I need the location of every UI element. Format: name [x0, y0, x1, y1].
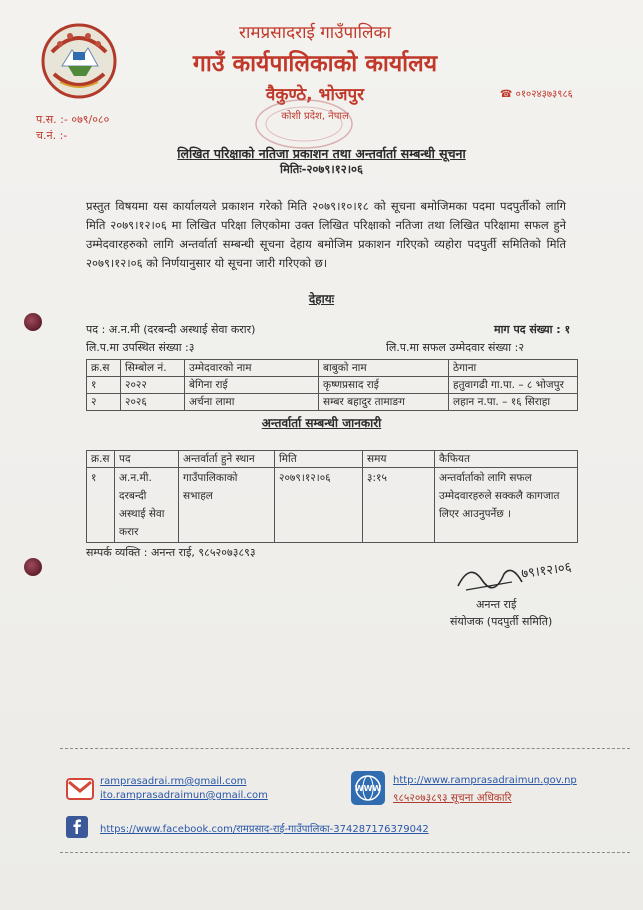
- results-table: [86, 359, 578, 411]
- col-header: क्र.स: [87, 360, 121, 377]
- table-cell: २०२२: [121, 377, 185, 394]
- required-posts: माग पद संख्या : १: [494, 323, 571, 336]
- footer-divider: [60, 748, 630, 749]
- table-cell: अन्तर्वार्ताको लागि सफल उम्मेदवारहरुले सक्कलै कागजात लिएर आउनुपर्नेछ ।: [435, 468, 578, 543]
- info-officer: ९८५२०७३८९३ सूचना अधिकारि: [393, 792, 512, 804]
- punch-hole: [24, 558, 42, 576]
- nepal-emblem-icon: [40, 22, 118, 100]
- table-cell: बेगिना राई: [185, 377, 319, 394]
- signature-date: ७९।१२।०६: [520, 560, 573, 582]
- website-link[interactable]: http://www.ramprasadraimun.gov.np: [393, 775, 577, 786]
- interview-heading: अन्तर्वार्ता सम्बन्धी जानकारी: [261, 416, 382, 430]
- post-label: पद : अ.न.मी (दरबन्दी अस्थाई सेवा करार): [86, 323, 256, 336]
- office-stamp: [252, 96, 356, 152]
- table-cell: २: [87, 394, 121, 411]
- office-name: गाउँ कार्यपालिकाको कार्यालय: [192, 51, 438, 77]
- col-header: मिति: [275, 451, 363, 468]
- table-row: [87, 377, 578, 394]
- table-cell: सम्बर बहादुर तामाङग: [319, 394, 449, 411]
- dehaya-heading: देहायः: [308, 292, 335, 306]
- interview-table: [86, 450, 578, 543]
- patra-sankhya: प.स. :- ०७९/०८०: [36, 113, 110, 126]
- col-header: समय: [363, 451, 435, 468]
- table-cell: हतुवागढी गा.पा. – ८ भोजपुर: [449, 377, 578, 394]
- www-label: WWW: [354, 784, 382, 793]
- email-link-2[interactable]: ito.ramprasadraimun@gmail.com: [100, 790, 268, 801]
- org-name: रामप्रसादराई गाउँपालिका: [239, 23, 391, 43]
- facebook-link[interactable]: https://www.facebook.com/रामप्रसाद-राई-गाउँपालिका-374287176379042: [100, 824, 429, 835]
- signatory-name: अनन्त राई: [476, 598, 517, 611]
- chalani-number: च.नं. :-: [36, 129, 68, 142]
- table-header-row: [87, 360, 578, 377]
- office-place: वैकुण्ठे, भोजपुर: [265, 85, 365, 105]
- col-header: सिम्बोल नं.: [121, 360, 185, 377]
- table-cell: अर्चना लामा: [185, 394, 319, 411]
- contact-person: सम्पर्क व्यक्ति : अनन्त राई, ९८५२०७३८९३: [86, 546, 256, 559]
- table-cell: कृष्णप्रसाद राई: [319, 377, 449, 394]
- province: कोशी प्रदेश, नेपाल: [281, 111, 349, 122]
- passed-count: लि.प.मा सफल उम्मेदवार संख्या :२: [386, 341, 525, 354]
- present-count: लि.प.मा उपस्थित संख्या :३: [86, 341, 195, 354]
- notice-title: लिखित परिक्षाको नतिजा प्रकाशन तथा अन्तर्वार्ता सम्बन्धी सूचना: [177, 146, 466, 161]
- col-header: पद: [115, 451, 179, 468]
- email-link-1[interactable]: ramprasadrai.rm@gmail.com: [100, 776, 247, 787]
- notice-body: प्रस्तुत विषयमा यस कार्यालयले प्रकाशन गरेको मिति २०७९।१०।१८ को सूचना बमोजिमका पदमा पदपुर्तीको लागि मिति २०७९।१२।०६ मा लिखित परिक्षा लिएकोमा उक्त लिखित परिक्षाको नतिजा तथा लिखित परिक्षामा सफल हुने उम्मेदवारहरुको लागि अन्तर्वार्ता सम्बन्धी सूचना देहाय बमोजिम प्रकाशन गरिएको व्यहोरा पदपुर्ती समितिको मिति २०७९।१२।०६ को निर्णयानुसार यो सूचना जारी गरिएको छ।: [86, 199, 566, 270]
- office-phone: ☎ ०१०२४३७३९८६: [500, 89, 573, 100]
- signatory-role: संयोजक (पदपुर्ती समिति): [450, 615, 553, 628]
- table-cell: १: [87, 377, 121, 394]
- table-cell: २०२६: [121, 394, 185, 411]
- notice-date: मितिः-२०७९।१२।०६: [279, 162, 364, 176]
- col-header: अन्तर्वार्ता हुने स्थान: [179, 451, 275, 468]
- col-header: कैफियत: [435, 451, 578, 468]
- punch-hole: [24, 313, 42, 331]
- table-cell: अ.न.मी. दरबन्दी अस्थाई सेवा करार: [115, 468, 179, 543]
- table-row: [87, 394, 578, 411]
- table-cell: १: [87, 468, 115, 543]
- website-icon: [350, 770, 386, 806]
- col-header: उम्मेदवारको नाम: [185, 360, 319, 377]
- table-cell: गाउँपालिकाको सभाहल: [179, 468, 275, 543]
- col-header: क्र.स: [87, 451, 115, 468]
- table-header-row: [87, 451, 578, 468]
- col-header: ठेगाना: [449, 360, 578, 377]
- table-row: [87, 468, 578, 543]
- gmail-icon: [66, 776, 94, 802]
- table-cell: २०७९।१२।०६: [275, 468, 363, 543]
- col-header: बाबुको नाम: [319, 360, 449, 377]
- signature-scribble: [452, 552, 582, 598]
- footer-bottom-divider: [60, 852, 630, 853]
- facebook-icon: [66, 816, 88, 838]
- table-cell: लहान न.पा. – १६ सिराहा: [449, 394, 578, 411]
- table-cell: ३:१५: [363, 468, 435, 543]
